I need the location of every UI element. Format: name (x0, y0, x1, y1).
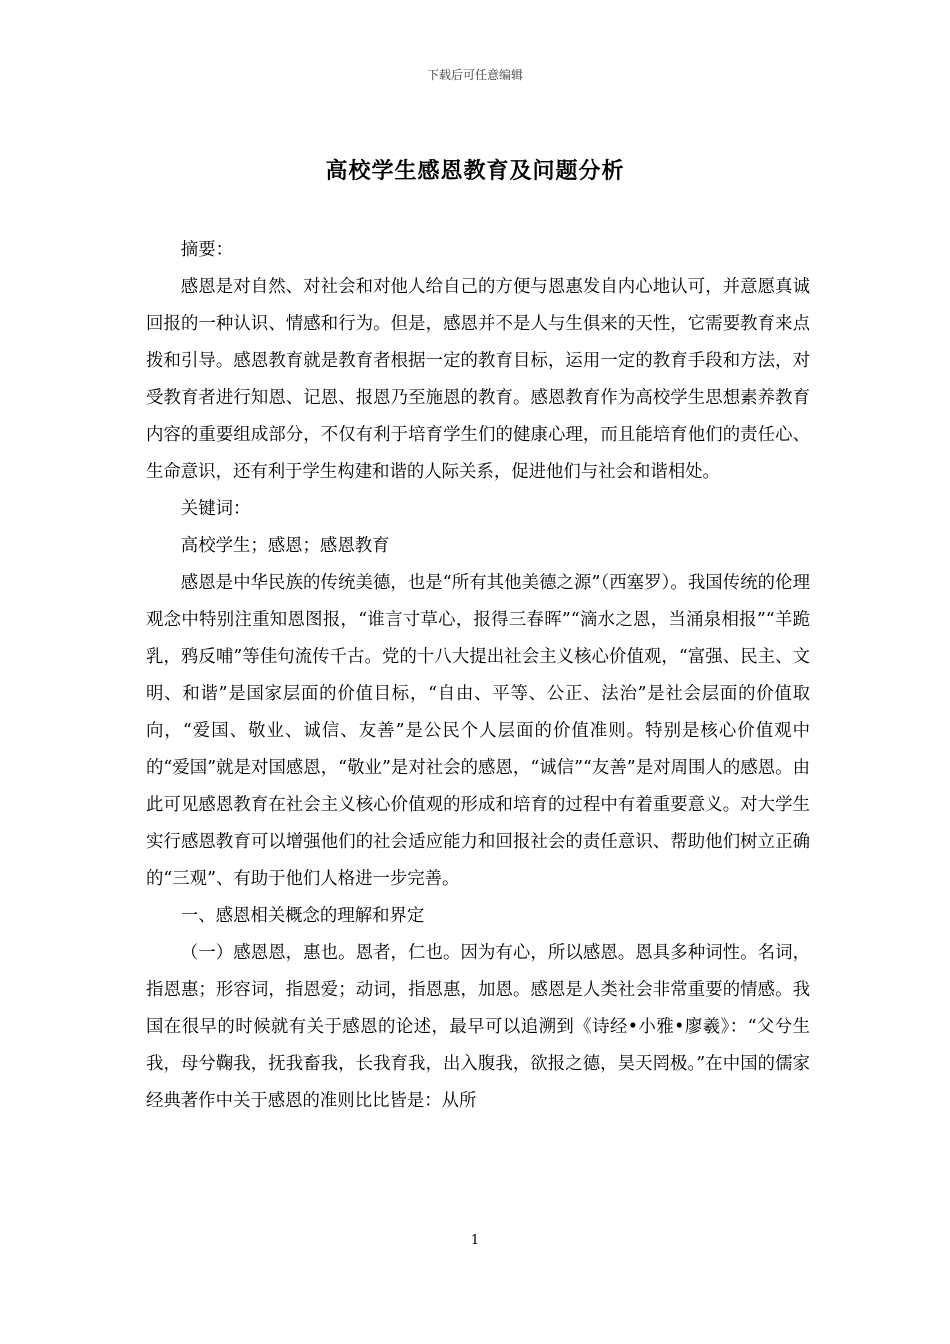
keywords-paragraph: 高校学生；感恩；感恩教育 (180, 536, 390, 556)
keywords-label: 关键词： (180, 499, 251, 519)
document-body (146, 232, 810, 1120)
abstract-paragraph: 感恩是对自然、对社会和对他人给自己的方便与恩惠发自内心地认可，并意愿真诚回报的一种认识、情感和行为。但是，感恩并不是人与生俱来的天性，它需要教育来点拨和引导。感恩教育就是教育者根据一定的教育目标，运用一定的教育手段和方法，对受教育者进行知恩、记恩、报恩乃至施恩的教育。感恩教育作为高校学生思想素养教育内容的重要组成部分，不仅有利于培育学生们的健康心理，而且能培育他们的责任心、生命意识，还有利于学生构建和谐的人际关系，促进他们与社会和谐相处。 (146, 277, 810, 482)
page-number: 1 (470, 1233, 480, 1248)
section-paragraph: （一）感恩恩，惠也。恩者，仁也。因为有心，所以感恩。恩具多种词性。名词，指恩惠；形容词，指恩爱；动词，指恩惠，加恩。感恩是人类社会非常重要的情感。我国在很早的时候就有关于感恩的论述，最早可以追溯到《诗经•小雅•廖羲》：“父兮生我，母兮鞠我，抚我畜我，长我育我，出入腹我，欲报之德，昊天罔极。”在中国的儒家经典著作中关于感恩的准则比比皆是：从所 (146, 943, 810, 1111)
intro-paragraph: 感恩是中华民族的传统美德，也是“所有其他美德之源”（西塞罗）。我国传统的伦理观念中特别注重知恩图报，“谁言寸草心，报得三春晖”“滴水之恩，当涌泉相报”“羊跪乳，鸦反哺”等佳句流传千古。党的十八大提出社会主义核心价值观，“富强、民主、文明、和谐”是国家层面的价值目标，“自由、平等、公正、法治”是社会层面的价值取向，“爱国、敬业、诚信、友善”是公民个人层面的价值准则。特别是核心价值观中的“爱国”就是对国感恩，“敬业”是对社会的感恩，“诚信”“友善”是对周围人的感恩。由此可见感恩教育在社会主义核心价值观的形成和培育的过程中有着重要意义。对大学生实行感恩教育可以增强他们的社会适应能力和回报社会的责任意识、帮助他们树立正确的“三观”、有助于他们人格进一步完善。 (146, 573, 810, 889)
document-title: 高校学生感恩教育及问题分析 (325, 158, 625, 184)
section-heading: 一、感恩相关概念的理解和界定 (180, 906, 425, 926)
abstract-label: 摘要： (180, 240, 233, 260)
page-header-note: 下载后可任意编辑 (426, 68, 523, 82)
